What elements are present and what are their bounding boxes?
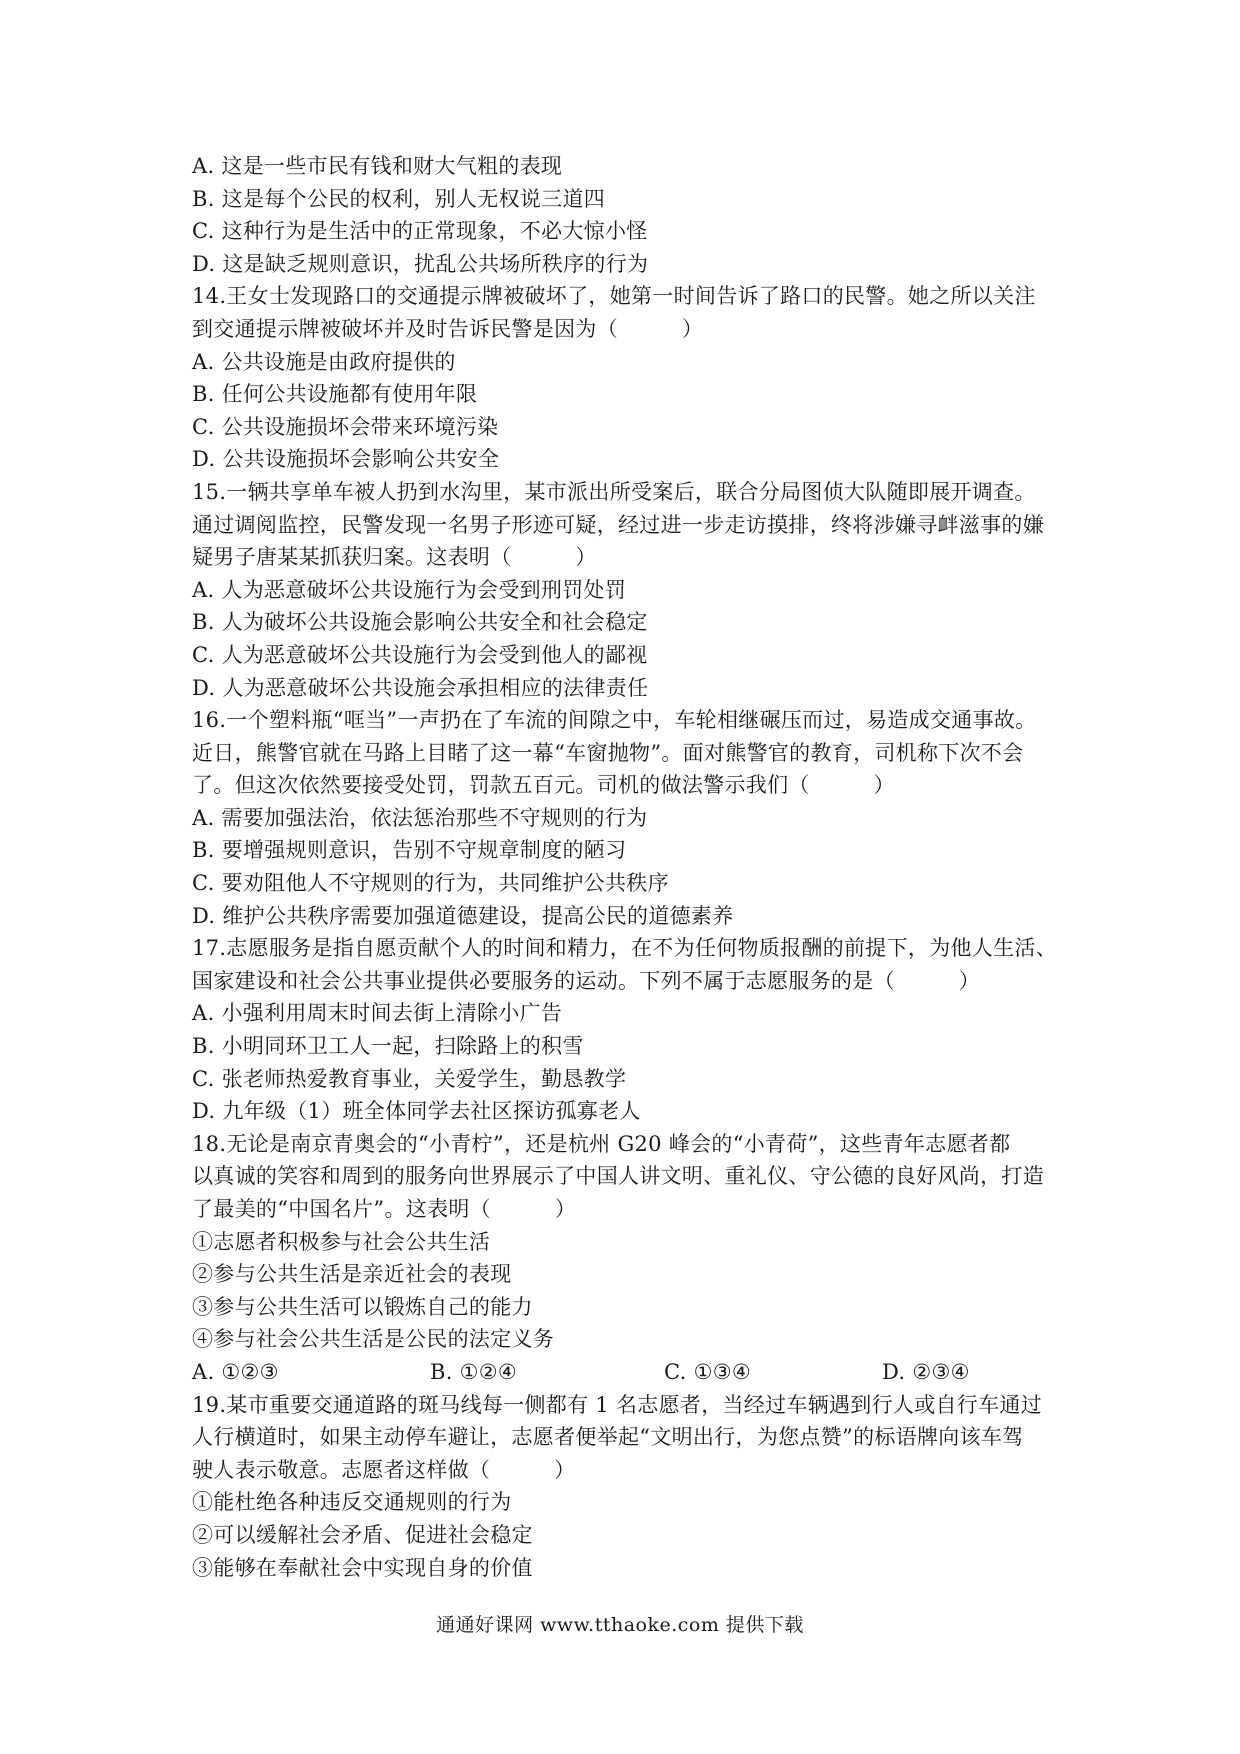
question-15-stem: 通过调阅监控，民警发现一名男子形迹可疑，经过进一步走访摸排，终将涉嫌寻衅滋事的嫌: [192, 512, 1044, 537]
question-block-a: [192, 150, 1072, 1356]
question-19-stem: 19.某市重要交通道路的斑马线每一侧都有 1 名志愿者，当经过车辆遇到行人或自行车通过: [192, 1392, 1043, 1417]
question-block-b: [192, 1389, 1072, 1585]
question-14-option: D. 公共设施损坏会影响公共安全: [192, 447, 500, 472]
question-15-option: C. 人为恶意破坏公共设施行为会受到他人的鄙视: [192, 642, 648, 667]
question-19-stem: 人行横道时，如果主动停车避让，志愿者便举起“文明出行，为您点赞”的标语牌向该车驾: [192, 1425, 1024, 1450]
text-line: B. 这是每个公民的权利，别人无权说三道四: [192, 186, 606, 211]
question-17-option: B. 小明同环卫工人一起，扫除路上的积雪: [192, 1034, 584, 1059]
question-16-stem: 16.一个塑料瓶“哐当”一声扔在了车流的间隙之中，车轮相继碾压而过，易造成交通事故。: [192, 708, 1037, 733]
question-19-statement: ②可以缓解社会矛盾、促进社会稳定: [192, 1522, 533, 1547]
question-15-option: A. 人为恶意破坏公共设施行为会受到刑罚处罚: [192, 577, 627, 602]
question-16-option: D. 维护公共秩序需要加强道德建设，提高公民的道德素养: [192, 903, 734, 928]
question-17-option: C. 张老师热爱教育事业，关爱学生，勤恳教学: [192, 1066, 627, 1091]
question-16-stem: 近日，熊警官就在马路上目睹了这一幕“车窗抛物”。面对熊警官的教育，司机称下次不会: [192, 740, 1024, 765]
question-16-option: A. 需要加强法治，依法惩治那些不守规则的行为: [192, 805, 648, 830]
question-18-statement: ④参与社会公共生活是公民的法定义务: [192, 1327, 555, 1352]
question-19-stem: 驶人表示敬意。志愿者这样做（ ）: [192, 1457, 576, 1482]
question-14-option: C. 公共设施损坏会带来环境污染: [192, 414, 499, 439]
question-18-option-b: B. ①②④: [430, 1359, 518, 1384]
question-18-options: [192, 1356, 1072, 1389]
question-17-option: A. 小强利用周末时间去街上清除小广告: [192, 1001, 563, 1026]
question-18-statement: ②参与公共生活是亲近社会的表现: [192, 1262, 512, 1287]
question-14-stem: 14.王女士发现路口的交通提示牌被破坏了，她第一时间告诉了路口的民警。她之所以关注: [192, 284, 1036, 309]
question-18-stem: 以真诚的笑容和周到的服务向世界展示了中国人讲文明、重礼仪、守公德的良好风尚，打造: [192, 1164, 1044, 1189]
exam-page: [192, 150, 1072, 1584]
question-15-option: B. 人为破坏公共设施会影响公共安全和社会稳定: [192, 610, 648, 635]
question-18-statement: ①志愿者积极参与社会公共生活: [192, 1229, 491, 1254]
question-14-option: A. 公共设施是由政府提供的: [192, 349, 456, 374]
question-19-statement: ①能杜绝各种违反交通规则的行为: [192, 1490, 512, 1515]
question-15-option: D. 人为恶意破坏公共设施会承担相应的法律责任: [192, 675, 649, 700]
page-footer: 通通好课网 www.tthaoke.com 提供下载: [436, 1614, 804, 1636]
question-18-statement: ③参与公共生活可以锻炼自己的能力: [192, 1294, 533, 1319]
question-19-statement: ③能够在奉献社会中实现自身的价值: [192, 1555, 533, 1580]
question-15-stem: 15.一辆共享单车被人扔到水沟里，某市派出所受案后，联合分局图侦大队随即展开调查。: [192, 479, 1036, 504]
question-17-stem: 17.志愿服务是指自愿贡献个人的时间和精力，在不为任何物质报酬的前提下，为他人生活、: [192, 936, 1057, 961]
text-line: A. 这是一些市民有钱和财大气粗的表现: [192, 154, 563, 178]
question-14-stem: 到交通提示牌被破坏并及时告诉民警是因为（ ）: [192, 316, 704, 341]
question-18-option-c: C. ①③④: [664, 1359, 751, 1384]
question-18-option-a: A. ①②③: [192, 1359, 279, 1384]
text-line: C. 这种行为是生活中的正常现象，不必大惊小怪: [192, 219, 648, 244]
question-15-stem: 疑男子唐某某抓获归案。这表明（ ）: [192, 545, 597, 570]
question-18-stem: 18.无论是南京青奥会的“小青柠”，还是杭州 G20 峰会的“小青荷”，这些青年志愿者都: [192, 1131, 1011, 1156]
question-14-option: B. 任何公共设施都有使用年限: [192, 382, 478, 407]
question-18-stem: 了最美的“中国名片”。这表明（ ）: [192, 1197, 577, 1221]
question-18-option-d: D. ②③④: [882, 1359, 970, 1384]
text-line: D. 这是缺乏规则意识，扰乱公共场所秩序的行为: [192, 251, 649, 276]
question-17-stem: 国家建设和社会公共事业提供必要服务的运动。下列不属于志愿服务的是（ ）: [192, 968, 981, 993]
question-17-option: D. 九年级（1）班全体同学去社区探访孤寡老人: [192, 1099, 641, 1124]
question-16-option: B. 要增强规则意识，告别不守规章制度的陋习: [192, 838, 627, 863]
question-16-stem: 了。但这次依然要接受处罚，罚款五百元。司机的做法警示我们（ ）: [192, 773, 895, 798]
question-16-option: C. 要劝阻他人不守规则的行为，共同维护公共秩序: [192, 871, 669, 896]
